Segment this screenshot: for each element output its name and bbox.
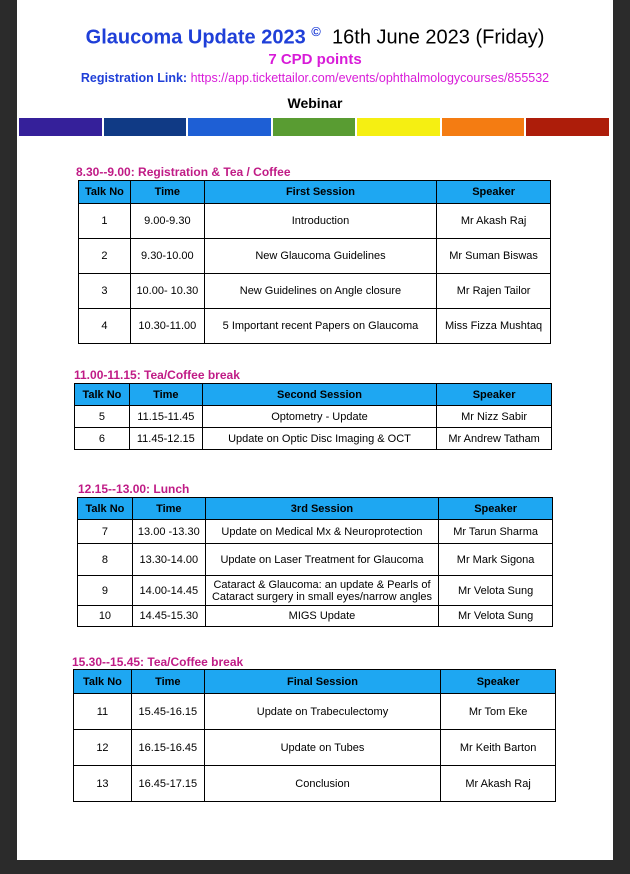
- table-row: [75, 406, 552, 428]
- talk-time: 15.45-16.15: [131, 694, 204, 730]
- course-title: Glaucoma Update 2023: [85, 26, 306, 49]
- page-title: [17, 24, 613, 50]
- table-row: [74, 730, 556, 766]
- talk-title: Optometry - Update: [202, 406, 436, 428]
- col-header-time: Time: [129, 384, 202, 406]
- talk-number: 12: [74, 730, 132, 766]
- talk-title: New Glaucoma Guidelines: [204, 239, 436, 274]
- col-header-session: First Session: [204, 181, 436, 204]
- talk-title: Introduction: [204, 204, 436, 239]
- talk-time: 11.15-11.45: [129, 406, 202, 428]
- table-row: [78, 606, 553, 627]
- talk-number: 4: [79, 309, 131, 344]
- event-format: Webinar: [287, 95, 343, 111]
- section-heading: 12.15--13.00: Lunch: [78, 482, 190, 496]
- talk-speaker: Miss Fizza Mushtaq: [437, 309, 551, 344]
- col-header-talk-no: Talk No: [78, 498, 133, 520]
- section-heading: 15.30--15.45: Tea/Coffee break: [72, 655, 244, 669]
- talk-time: 9.00-9.30: [130, 204, 204, 239]
- registration-link[interactable]: https://app.tickettailor.com/events/ophthalmologycourses/855532: [190, 71, 550, 85]
- talk-number: 3: [79, 274, 131, 309]
- color-swatch: [442, 118, 525, 136]
- event-date: 16th June 2023 (Friday): [332, 26, 545, 49]
- col-header-speaker: Speaker: [437, 384, 552, 406]
- col-header-time: Time: [131, 670, 204, 694]
- talk-speaker: Mr Rajen Tailor: [437, 274, 551, 309]
- talk-number: 7: [78, 520, 133, 544]
- color-swatch: [357, 118, 440, 136]
- schedule-table: [73, 669, 556, 802]
- talk-time: 10.00- 10.30: [130, 274, 204, 309]
- talk-time: 13.00 -13.30: [132, 520, 205, 544]
- document-page: [17, 0, 613, 860]
- col-header-time: Time: [130, 181, 204, 204]
- talk-speaker: Mr Nizz Sabir: [437, 406, 552, 428]
- talk-speaker: Mr Velota Sung: [439, 576, 553, 606]
- talk-speaker: Mr Tom Eke: [441, 694, 556, 730]
- table-row: [79, 309, 551, 344]
- talk-speaker: Mr Suman Biswas: [437, 239, 551, 274]
- col-header-talk-no: Talk No: [74, 670, 132, 694]
- schedule-table: [77, 497, 553, 627]
- talk-number: 10: [78, 606, 133, 627]
- talk-title: Update on Laser Treatment for Glaucoma: [205, 544, 438, 576]
- color-swatch: [104, 118, 187, 136]
- talk-number: 6: [75, 428, 130, 450]
- color-swatch: [188, 118, 271, 136]
- cpd-points: 7 CPD points: [268, 51, 362, 68]
- talk-title: Cataract & Glaucoma: an update & Pearls of Cataract surgery in small eyes/narrow angles: [205, 576, 438, 606]
- talk-number: 2: [79, 239, 131, 274]
- talk-speaker: Mr Velota Sung: [439, 606, 553, 627]
- table-row: [78, 576, 553, 606]
- talk-number: 5: [75, 406, 130, 428]
- talk-time: 10.30-11.00: [130, 309, 204, 344]
- col-header-session: Final Session: [204, 670, 440, 694]
- col-header-time: Time: [132, 498, 205, 520]
- talk-speaker: Mr Keith Barton: [441, 730, 556, 766]
- color-bar: [19, 118, 609, 136]
- talk-time: 14.45-15.30: [132, 606, 205, 627]
- talk-number: 11: [74, 694, 132, 730]
- talk-speaker: Mr Akash Raj: [437, 204, 551, 239]
- talk-speaker: Mr Tarun Sharma: [439, 520, 553, 544]
- talk-title: MIGS Update: [205, 606, 438, 627]
- col-header-talk-no: Talk No: [75, 384, 130, 406]
- talk-number: 9: [78, 576, 133, 606]
- table-row: [79, 204, 551, 239]
- talk-speaker: Mr Mark Sigona: [439, 544, 553, 576]
- col-header-session: Second Session: [202, 384, 436, 406]
- talk-number: 1: [79, 204, 131, 239]
- table-row: [78, 520, 553, 544]
- talk-title: Update on Tubes: [204, 730, 440, 766]
- section-heading: 11.00-11.15: Tea/Coffee break: [74, 368, 240, 382]
- section-heading: 8.30--9.00: Registration & Tea / Coffee: [76, 165, 291, 179]
- col-header-speaker: Speaker: [439, 498, 553, 520]
- table-row: [75, 428, 552, 450]
- talk-time: 16.45-17.15: [131, 766, 204, 802]
- schedule-table: [74, 383, 552, 450]
- color-swatch: [273, 118, 356, 136]
- col-header-talk-no: Talk No: [79, 181, 131, 204]
- talk-time: 13.30-14.00: [132, 544, 205, 576]
- talk-time: 14.00-14.45: [132, 576, 205, 606]
- color-swatch: [19, 118, 102, 136]
- col-header-session: 3rd Session: [205, 498, 438, 520]
- talk-speaker: Mr Akash Raj: [441, 766, 556, 802]
- talk-title: New Guidelines on Angle closure: [204, 274, 436, 309]
- table-row: [74, 694, 556, 730]
- table-row: [78, 544, 553, 576]
- color-swatch: [526, 118, 609, 136]
- table-row: [79, 239, 551, 274]
- table-row: [74, 766, 556, 802]
- schedule-table: [78, 180, 551, 344]
- talk-title: Update on Medical Mx & Neuroprotection: [205, 520, 438, 544]
- talk-title: Update on Trabeculectomy: [204, 694, 440, 730]
- registration-label: Registration Link:: [80, 71, 188, 85]
- registration-line: [17, 71, 613, 85]
- talk-title: 5 Important recent Papers on Glaucoma: [204, 309, 436, 344]
- talk-time: 9.30-10.00: [130, 239, 204, 274]
- col-header-speaker: Speaker: [437, 181, 551, 204]
- talk-time: 16.15-16.45: [131, 730, 204, 766]
- talk-speaker: Mr Andrew Tatham: [437, 428, 552, 450]
- talk-number: 13: [74, 766, 132, 802]
- talk-number: 8: [78, 544, 133, 576]
- talk-time: 11.45-12.15: [129, 428, 202, 450]
- talk-title: Update on Optic Disc Imaging & OCT: [202, 428, 436, 450]
- table-row: [79, 274, 551, 309]
- copyright-symbol: ©: [311, 24, 321, 39]
- talk-title: Conclusion: [204, 766, 440, 802]
- col-header-speaker: Speaker: [441, 670, 556, 694]
